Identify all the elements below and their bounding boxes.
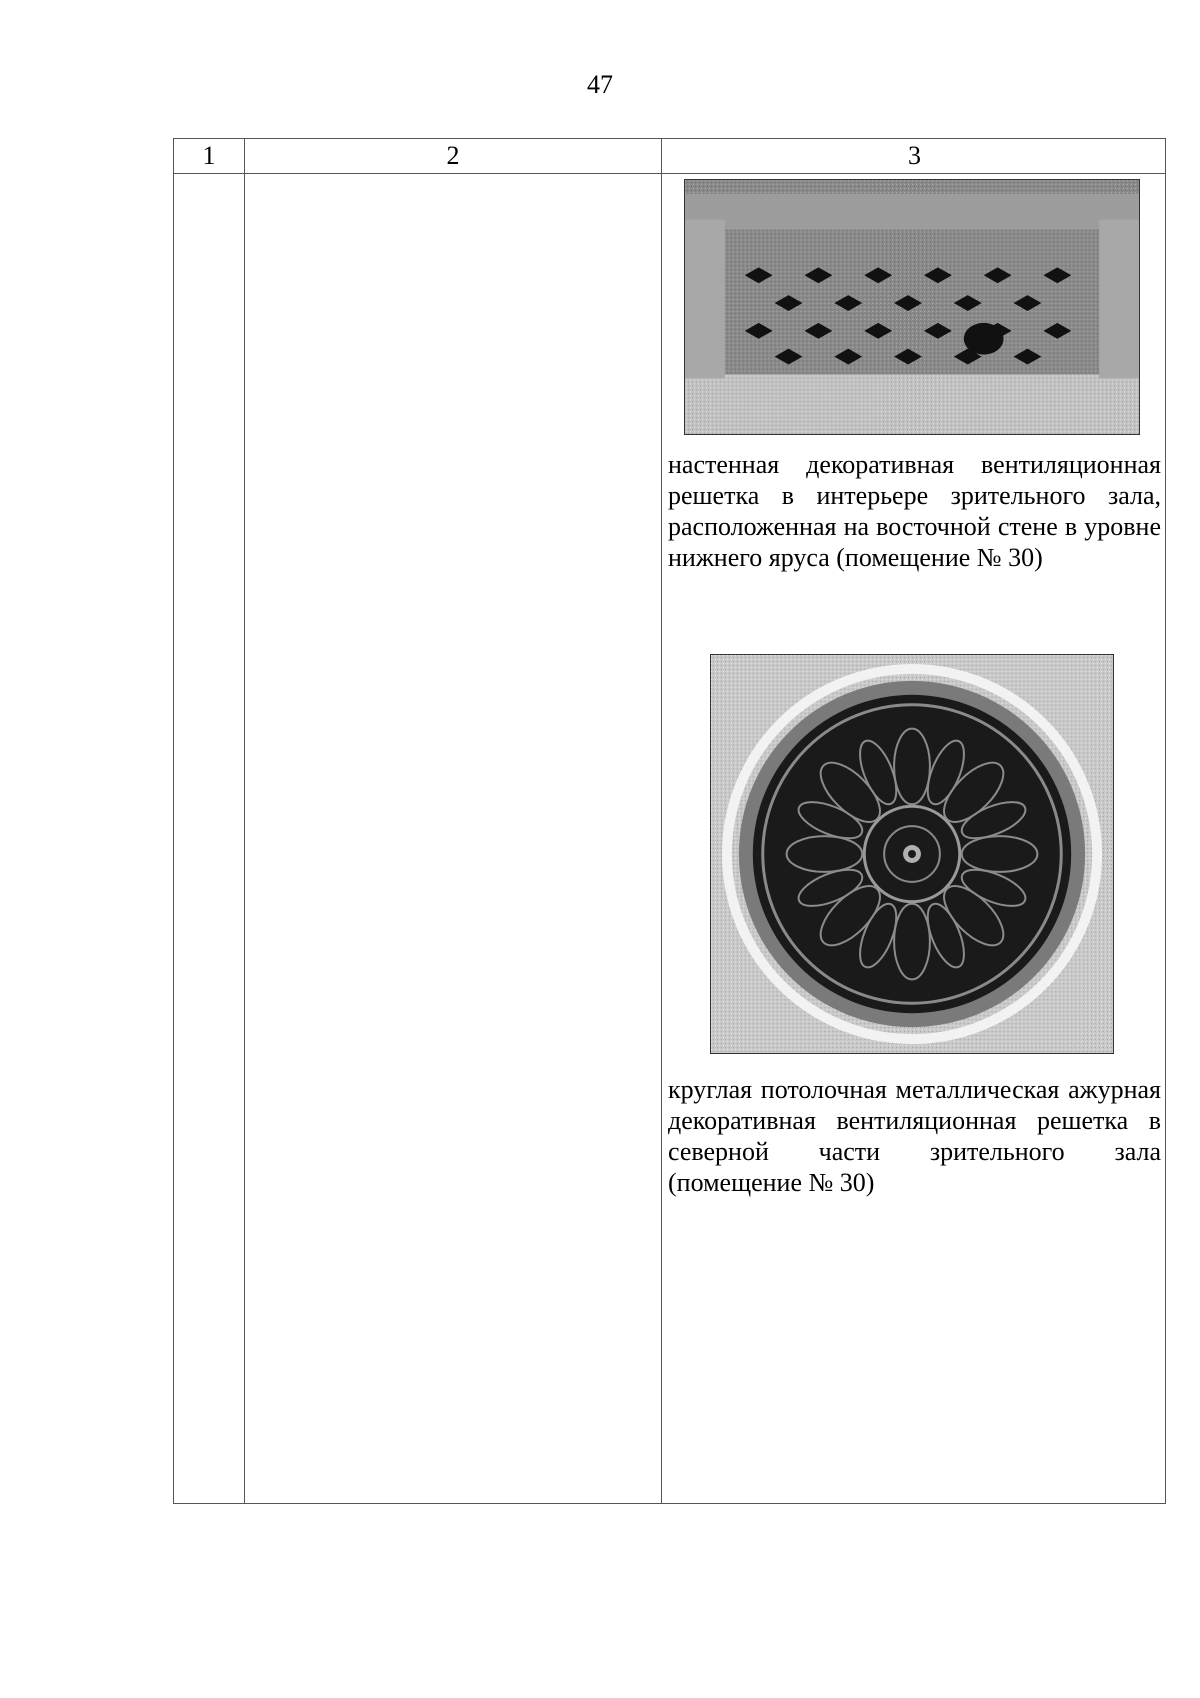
wall-lattice-vent-grille-photo — [684, 179, 1140, 435]
photo-caption-wall-grille: настенная декоративная вентиляционная решетка в интерьере зрительного зала, расположенная на восточной стене в уровне нижнего яруса (помещение № 30) — [668, 450, 1161, 572]
header-col-1: 1 — [202, 141, 216, 170]
page-number: 47 — [587, 70, 613, 99]
header-divider — [174, 173, 1165, 174]
photo-caption-round-grille: круглая потолочная металлическая ажурная декоративная вентиляционная решетка в северной части зрительного зала (помещение № 30) — [668, 1075, 1161, 1197]
header-col-2: 2 — [446, 141, 460, 170]
header-col-3: 3 — [908, 141, 921, 170]
column-divider — [244, 139, 245, 1503]
column-divider — [661, 139, 662, 1503]
round-ceiling-vent-grille-photo — [710, 654, 1114, 1054]
table — [173, 138, 1166, 1504]
